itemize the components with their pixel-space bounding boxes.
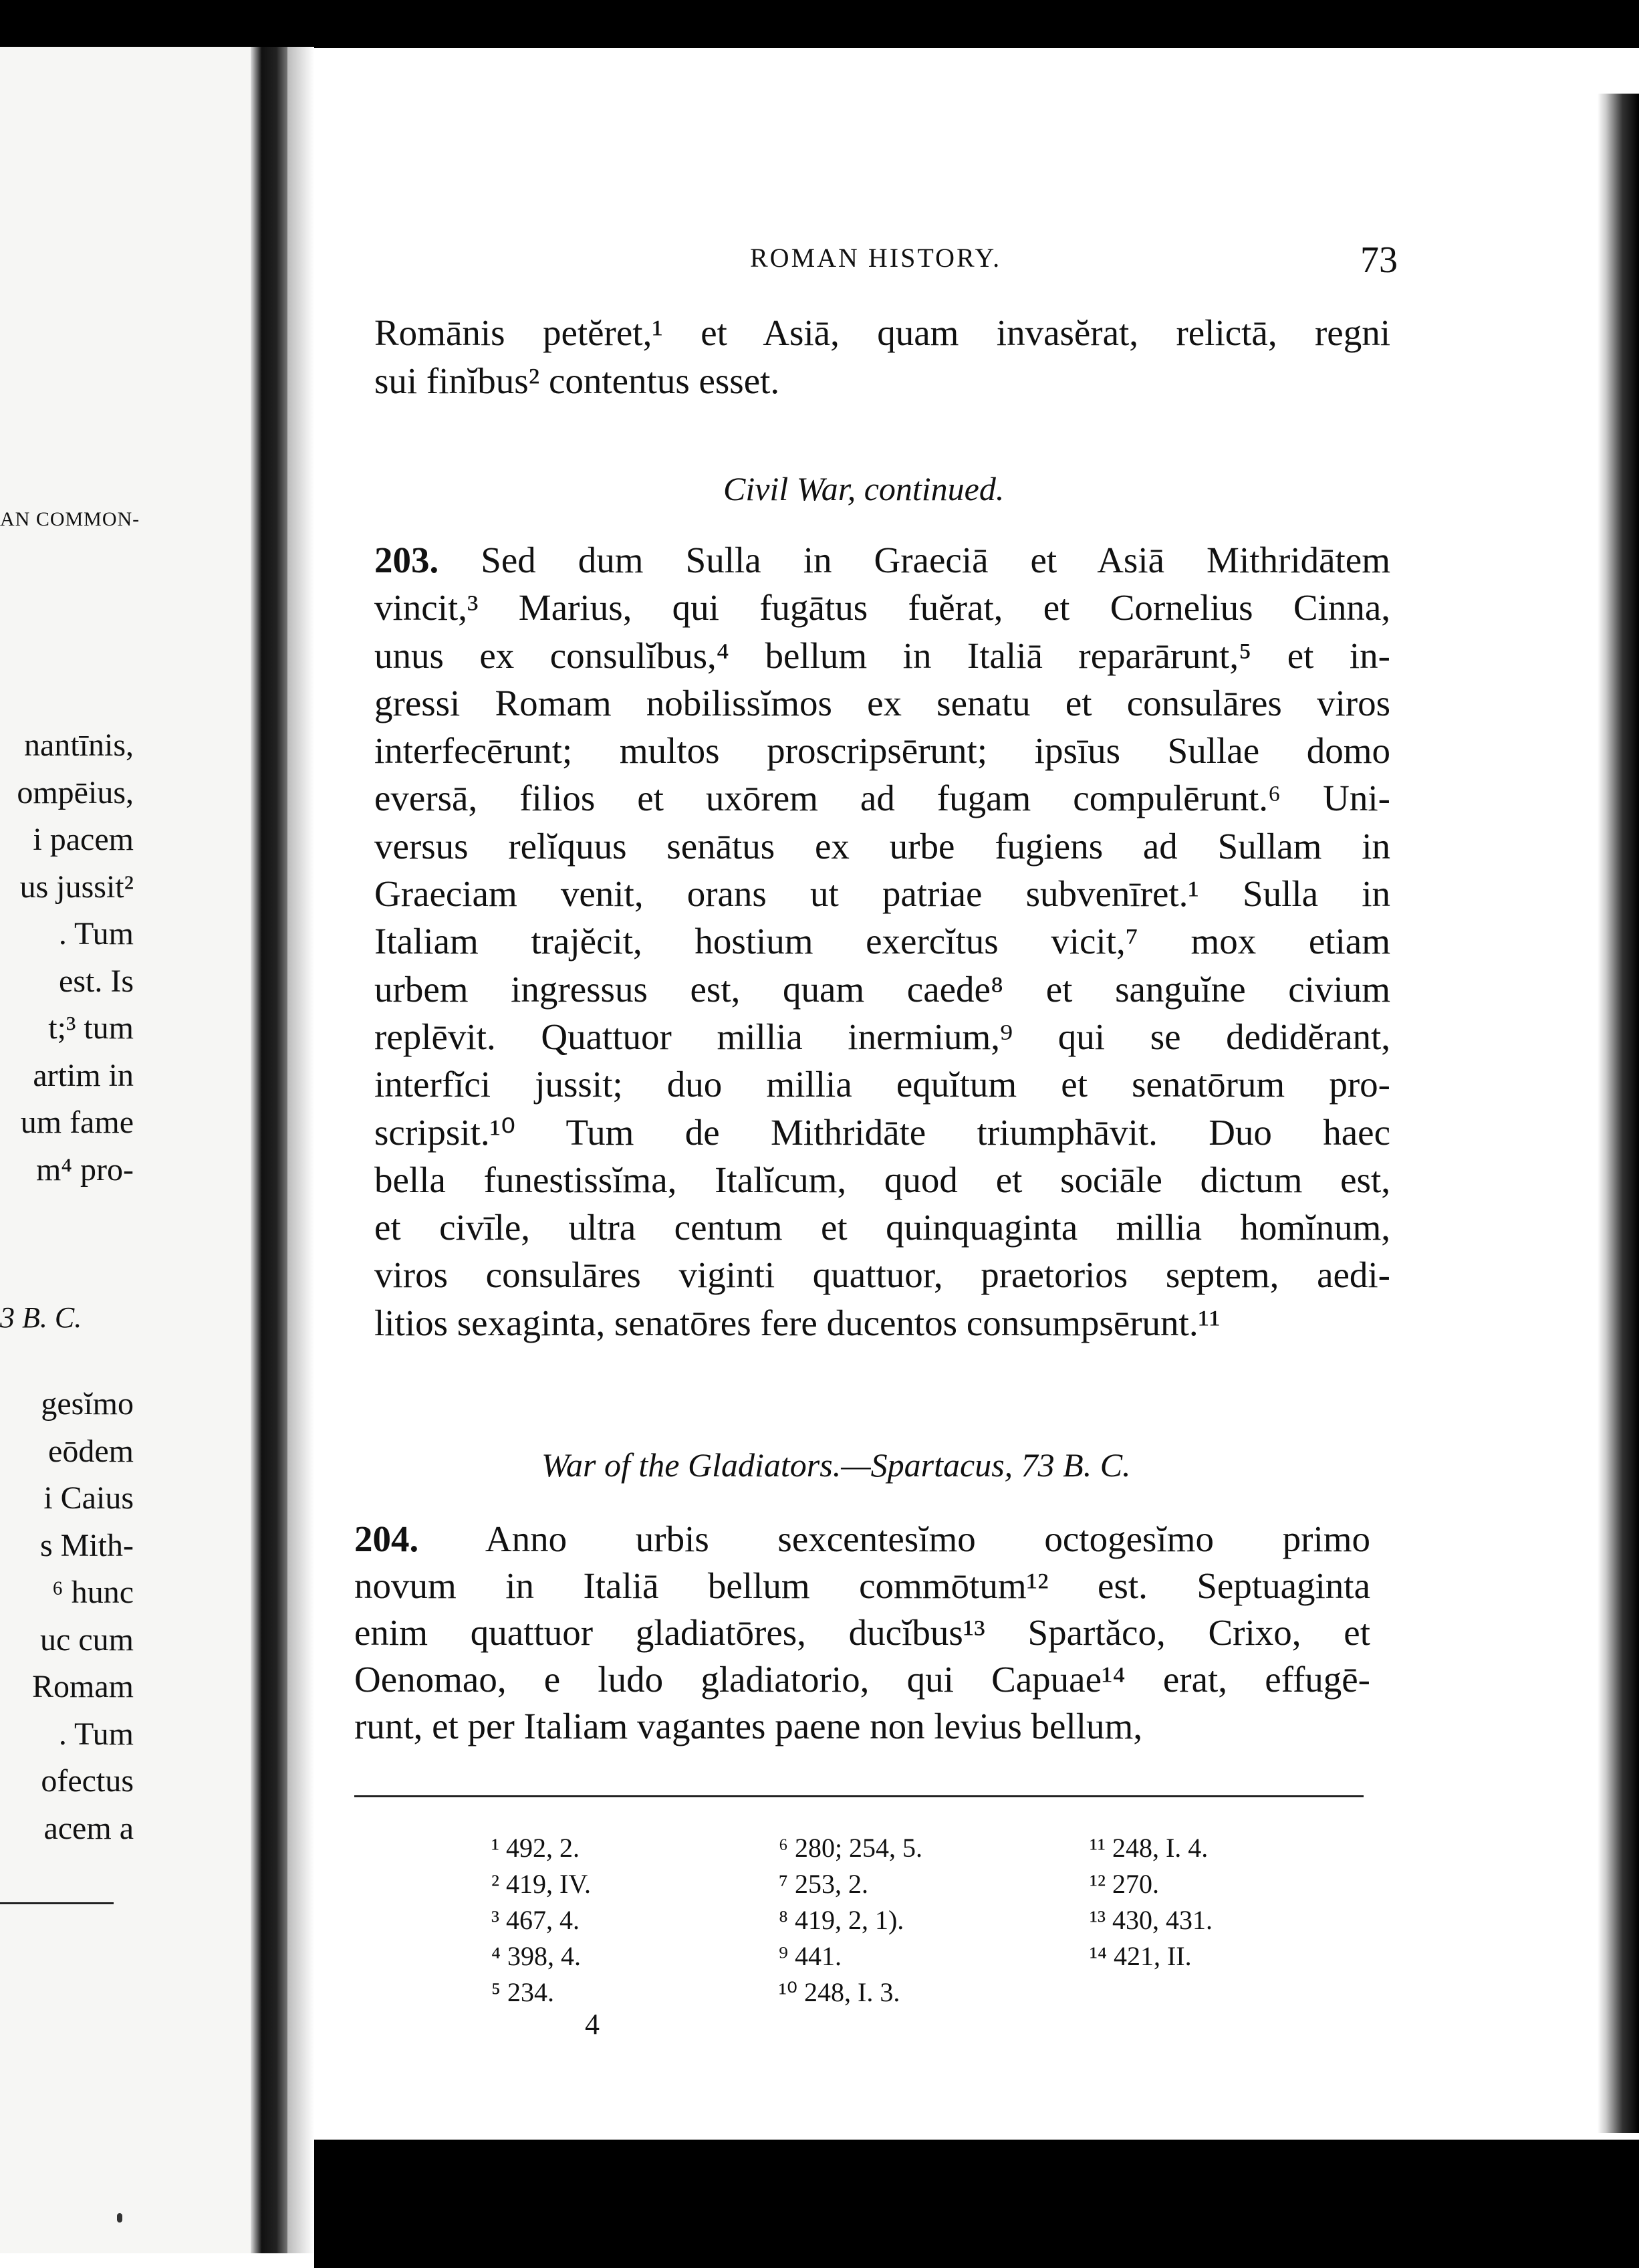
left-text-line: . Tum [58,916,134,951]
left-text-line: t;³ tum [48,1010,134,1046]
text-line: Italiam trajĕcit, hostium exercĭtus vicit,⁷ mox etiam [374,921,1390,962]
scan-bottom-border [314,2140,1639,2268]
footnote: ⁴ 398, 4. [491,1941,581,1971]
text-line: litios sexaginta, senatōres fere ducentos consumpsērunt.¹¹ [374,1302,1221,1343]
section-203-paragraph [374,536,1390,1347]
left-text-line: acem a [43,1810,134,1846]
scan-top-border [0,0,1639,48]
text-line: Oenomao, e ludo gladiatorio, qui Capuae¹⁴ erat, effugē- [354,1659,1370,1700]
section-number: 204. [354,1518,419,1559]
left-text-line: us jussit² [19,869,134,905]
footnotes-column-1 [491,1830,591,2011]
left-text-line: artim in [33,1057,134,1093]
running-head: ROMAN HISTORY. [750,243,1002,273]
left-text-line: est. Is [59,963,134,999]
left-text-line: . Tum [58,1716,134,1752]
left-facing-page [0,47,254,2253]
right-page [314,48,1598,2140]
left-text-line: s Mith- [39,1527,134,1563]
footnote: ² 419, IV. [491,1869,592,1899]
left-text-line: ompēius, [17,774,134,810]
left-text-line: ofectus [41,1763,134,1799]
left-text-line: m⁴ pro- [35,1151,134,1187]
spine-shading [287,47,314,2253]
page-number: 73 [1360,239,1398,281]
left-text-line: Romam [32,1669,134,1704]
text-line: Romānis petĕret,¹ et Asiā, quam invasĕrat, relictā, regni [374,312,1390,353]
text-line: eversā, filios et uxōrem ad fugam compulērunt.⁶ Uni- [374,778,1390,819]
left-text-line: i Caius [43,1480,134,1516]
footnotes-column-2 [779,1830,922,2011]
left-text-line: i pacem [33,822,134,857]
footnote: ¹⁴ 421, II. [1090,1941,1192,1971]
left-text-line: um fame [20,1105,134,1140]
left-running-head: AN COMMON- [0,508,140,530]
footnote: ¹² 270. [1090,1869,1159,1899]
text-line: bella funestissĭma, Italĭcum, quod et sociāle dictum est, [374,1159,1390,1200]
footnote: ⁵ 234. [491,1977,554,2007]
text-line: interfĭci jussit; duo millia equĭtum et senatōrum pro- [374,1064,1390,1105]
footnotes-column-3 [1090,1830,1213,1974]
book-gutter-shadow [251,47,287,2253]
footnote: ⁶ 280; 254, 5. [779,1833,923,1863]
text-line [354,1516,1370,1563]
left-text-line: uc cum [40,1621,134,1658]
footnote: ³ 467, 4. [491,1905,580,1935]
section-heading-gladiators: War of the Gladiators.—Spartacus, 73 B. C. [541,1446,1131,1484]
left-text-block-top [0,722,134,1194]
left-text-block-bottom [0,1381,134,1852]
text-line: sui finĭbus² contentus esset. [374,360,780,401]
footnote: ⁸ 419, 2, 1). [779,1905,904,1935]
text-line-content: Sed dum Sulla in Graeciā et Asiā Mithridātem [481,540,1390,580]
section-heading-civil-war: Civil War, continued. [723,470,1005,507]
text-line: et civīle, ultra centum et quinquaginta millia homĭnum, [374,1207,1390,1248]
page-right-edge-shadow [1598,94,1639,2133]
text-line: unus ex consulĭbus,⁴ bellum in Italiā reparārunt,⁵ et in- [374,635,1390,676]
left-text-line: ⁶ hunc [51,1575,134,1610]
text-line: vincit,³ Marius, qui fugātus fuĕrat, et Cornelius Cinna, [374,587,1390,629]
text-line: novum in Italiā bellum commōtum¹² est. Septuaginta [354,1565,1370,1606]
left-footnote-rule [0,1902,114,1904]
text-line: interfecērunt; multos proscripsērunt; ipsīus Sullae domo [374,730,1390,772]
left-date-label: 3 B. C. [0,1301,82,1334]
left-text-line: nantīnis, [24,727,134,763]
text-line: viros consulāres viginti quattuor, praetorios septem, aedi- [374,1254,1390,1296]
left-text-line: gesĭmo [41,1386,134,1422]
footnote: ¹⁰ 248, I. 3. [779,1977,900,2007]
text-line-content: Anno urbis sexcentesĭmo octogesĭmo primo [485,1518,1371,1559]
left-text-line: eōdem [48,1433,134,1469]
signature-mark: 4 [585,2008,600,2041]
section-204-paragraph [354,1516,1370,1750]
intro-paragraph [374,309,1390,405]
text-line: replēvit. Quattuor millia inermium,⁹ qui se dedidĕrant, [374,1016,1390,1057]
footnote: ¹¹ 248, I. 4. [1090,1833,1209,1863]
text-line: gressi Romam nobilissĭmos ex senatu et consulāres viros [374,682,1390,723]
footnote: ¹ 492, 2. [491,1833,580,1863]
footnote: ⁷ 253, 2. [779,1869,868,1899]
text-line: urbem ingressus est, quam caede⁸ et sanguĭne civium [374,968,1390,1010]
left-page-mark [117,2213,122,2223]
text-line: scripsit.¹⁰ Tum de Mithridāte triumphāvit. Duo haec [374,1111,1390,1153]
section-number: 203. [374,540,439,580]
text-line: versus relĭquus senātus ex urbe fugiens ad Sullam in [374,825,1390,867]
text-line: Graeciam venit, orans ut patriae subvenīret.¹ Sulla in [374,873,1390,915]
footnote: ¹³ 430, 431. [1090,1905,1213,1935]
footnote-rule [354,1795,1364,1797]
footnote: ⁹ 441. [779,1941,842,1971]
text-line: enim quattuor gladiatōres, ducĭbus¹³ Spartăco, Crixo, et [354,1612,1370,1653]
text-line: runt, et per Italiam vagantes paene non levius bellum, [354,1706,1143,1746]
text-line [374,536,1390,584]
